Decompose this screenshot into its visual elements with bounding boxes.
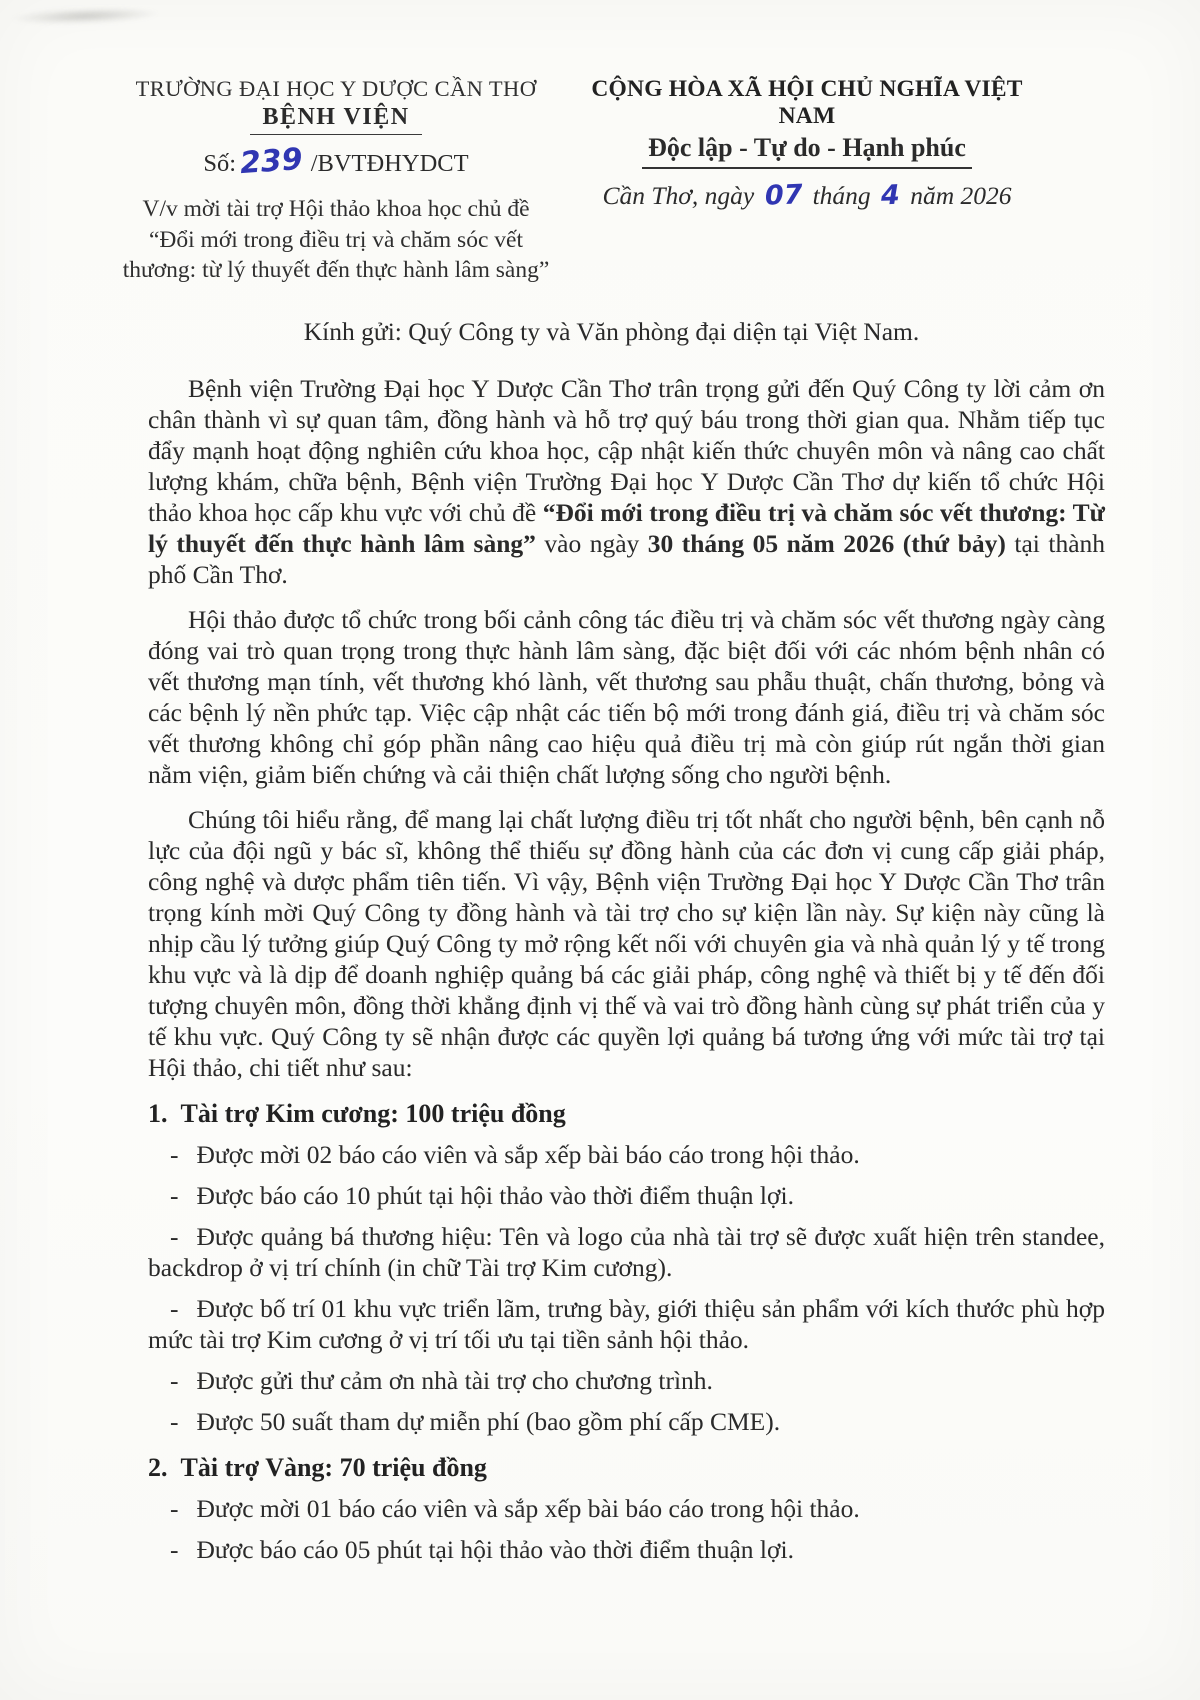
date-day-handwritten: 07 xyxy=(764,179,803,212)
subject-line-2: “Đổi mới trong điều trị và chăm sóc vết xyxy=(149,226,523,253)
hospital-name-wrap xyxy=(110,102,562,135)
date-prefix: Cần Thơ, ngày xyxy=(602,181,755,210)
p1-text-3: tại thành phố Cần Thơ. xyxy=(148,529,1106,589)
ref-suffix: /BVTĐHYDCT xyxy=(310,150,469,177)
list-item xyxy=(148,1139,1105,1170)
list-item xyxy=(148,1406,1105,1437)
list-item xyxy=(148,1293,1105,1355)
date-suffix: năm 2026 xyxy=(910,181,1012,210)
bullet-text: Được quảng bá thương hiệu: Tên và logo của nhà tài trợ sẽ được xuất hiện trên standee, backdrop ở vị trí chính (in chữ Tài trợ Kim cương). xyxy=(148,1222,1105,1282)
bullet-text: Được báo cáo 10 phút tại hội thảo vào thời điểm thuận lợi. xyxy=(196,1181,794,1210)
date-month-handwritten: 4 xyxy=(880,179,901,212)
list-item xyxy=(148,1493,1105,1524)
hospital-name: BỆNH VIỆN xyxy=(250,104,421,135)
bullet-text: Được mời 01 báo cáo viên và sắp xếp bài báo cáo trong hội thảo. xyxy=(196,1494,860,1523)
paragraph-2: Hội thảo được tổ chức trong bối cảnh công tác điều trị và chăm sóc vết thương ngày càng đóng vai trò quan trọng trong thực hành lâm sàng, đặc biệt đối với các nhóm bệnh nhân có vết thương mạn tính, vết thương khó lành, vết thương sau phẫu thuật, chấn thương, bỏng và các bệnh lý nền phức tạp. Việc cập nhật các tiến bộ mới trong đánh giá, điều trị và chăm sóc vết thương không chỉ góp phần nâng cao hiệu quả điều trị mà còn giúp rút ngắn thời gian nằm viện, giảm biến chứng và cải thiện chất lượng sống cho người bệnh. xyxy=(148,605,1105,789)
subject-block xyxy=(110,194,562,286)
section-1-heading: Tài trợ Kim cương: 100 triệu đồng xyxy=(180,1099,566,1128)
bullet-dash: - xyxy=(170,1294,179,1323)
list-item xyxy=(148,1534,1105,1565)
bullet-text: Được gửi thư cảm ơn nhà tài trợ cho chương trình. xyxy=(196,1366,713,1395)
paragraph-1 xyxy=(148,373,1105,590)
place-date-line xyxy=(566,180,1048,211)
ref-number-handwritten: 239 xyxy=(238,141,304,182)
bullet-text: Được mời 02 báo cáo viên và sắp xếp bài báo cáo trong hội thảo. xyxy=(196,1140,860,1169)
bullet-dash: - xyxy=(170,1535,179,1564)
subject-line-3: thương: từ lý thuyết đến thực hành lâm sàng” xyxy=(122,257,550,283)
date-mid: tháng xyxy=(812,181,871,210)
list-item xyxy=(148,1365,1105,1396)
bullet-dash: - xyxy=(170,1140,179,1169)
bullet-dash: - xyxy=(170,1407,179,1436)
national-header-block xyxy=(566,76,1048,211)
p1-conference-title: “Đổi mới trong điều trị và chăm sóc vết thương: Từ lý thuyết đến thực hành lâm sàng” xyxy=(148,498,1105,558)
paragraph-3: Chúng tôi hiểu rằng, để mang lại chất lượng điều trị tốt nhất cho người bệnh, bên cạnh nỗ lực của đội ngũ y bác sĩ, không thể thiếu sự đồng hành của các đơn vị cung cấp giải pháp, công nghệ và dược phẩm tiên tiến. Vì vậy, Bệnh viện Trường Đại học Y Dược Cần Thơ trân trọng kính mời Quý Công ty đồng hành và tài trợ cho sự kiện lần này. Sự kiện này cũng là nhịp cầu lý tưởng giúp Quý Công ty mở rộng kết nối với chuyên gia và nhà quản lý y tế trong khu vực và là dịp để doanh nghiệp quảng bá các giải pháp, công nghệ và thiết bị y tế đến đối tượng chuyên môn, đồng thời khẳng định vị thế và vai trò đồng hành cùng sự phát triển của y tế khu vực. Quý Công ty sẽ nhận được các quyền lợi quảng bá tương ứng với mức tài trợ tại Hội thảo, chi tiết như sau: xyxy=(148,805,1105,1082)
national-motto-line-2: Độc lập - Tự do - Hạnh phúc xyxy=(642,133,972,169)
university-name: TRƯỜNG ĐẠI HỌC Y DƯỢC CẦN THƠ xyxy=(135,76,537,101)
bullet-text: Được báo cáo 05 phút tại hội thảo vào thời điểm thuận lợi. xyxy=(196,1535,794,1564)
bullet-dash: - xyxy=(170,1181,179,1210)
subject-line-1: V/v mời tài trợ Hội thảo khoa học chủ đề xyxy=(142,196,530,222)
p1-conference-date: 30 tháng 05 năm 2026 (thứ bảy) xyxy=(647,529,1006,558)
section-2-title xyxy=(148,1452,1105,1483)
sender-header-block xyxy=(110,76,562,286)
ref-label: Số: xyxy=(203,150,237,177)
list-item xyxy=(148,1221,1105,1283)
reference-number-line xyxy=(110,141,562,182)
list-item xyxy=(148,1180,1105,1211)
section-1-number: 1. xyxy=(148,1099,168,1128)
salutation: Kính gửi: Quý Công ty và Văn phòng đại diện tại Việt Nam. xyxy=(303,317,920,346)
p1-text-2: vào ngày xyxy=(535,529,648,558)
p1-text-1: Bệnh viện Trường Đại học Y Dược Cần Thơ trân trọng gửi đến Quý Công ty lời cảm ơn chân thành vì sự quan tâm, đồng hành và hỗ trợ quý báu trong thời gian qua. Nhằm tiếp tục đẩy mạnh hoạt động nghiên cứu khoa học, cập nhật kiến thức chuyên môn và nâng cao chất lượng khám, chữa bệnh, Bệnh viện Trường Đại học Y Dược Cần Thơ dự kiến tổ chức Hội thảo khoa học cấp khu vực với chủ đề xyxy=(148,374,1105,527)
bullet-text: Được bố trí 01 khu vực triển lãm, trưng bày, giới thiệu sản phẩm với kích thước phù hợp mức tài trợ Kim cương ở vị trí tối ưu tại tiền sảnh hội thảo. xyxy=(148,1294,1105,1354)
scan-artifact-smudge xyxy=(10,5,160,26)
section-2-number: 2. xyxy=(148,1453,168,1482)
bullet-dash: - xyxy=(170,1366,179,1395)
bullet-dash: - xyxy=(170,1222,179,1251)
bullet-dash: - xyxy=(170,1494,179,1523)
section-2-heading: Tài trợ Vàng: 70 triệu đồng xyxy=(180,1453,487,1482)
national-motto-wrap xyxy=(566,130,1048,169)
section-1-title xyxy=(148,1098,1105,1129)
bullet-text: Được 50 suất tham dự miễn phí (bao gồm phí cấp CME). xyxy=(196,1407,781,1436)
letter-body xyxy=(148,316,1105,1565)
national-motto-line-1: CỘNG HÒA XÃ HỘI CHỦ NGHĨA VIỆT NAM xyxy=(591,76,1023,129)
